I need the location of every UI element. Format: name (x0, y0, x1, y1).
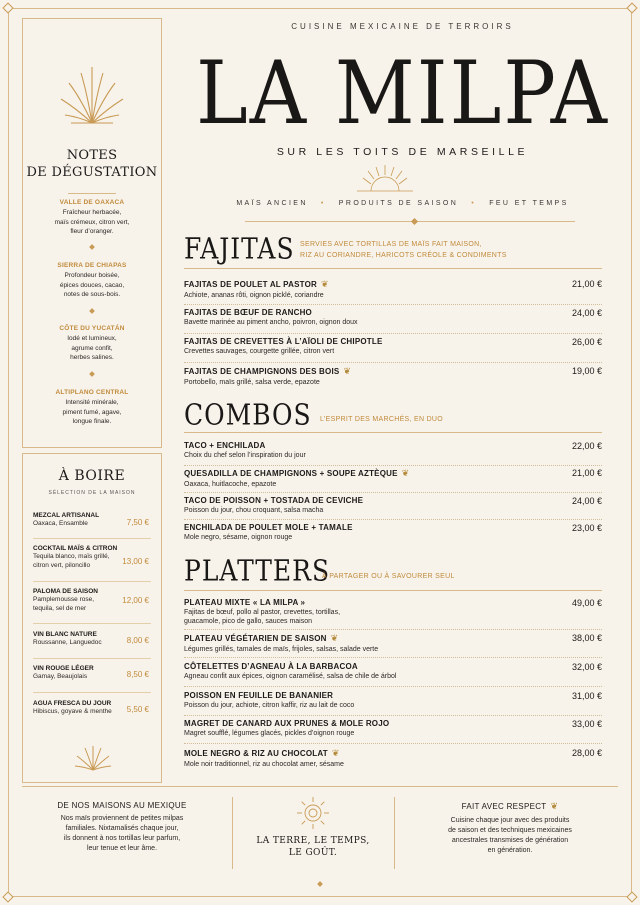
agave-icon (57, 63, 127, 127)
item-name: PLATEAU MIXTE « LA MILPA » (184, 598, 306, 607)
region-desc: Intensité minérale, piment fumé, agave, longue finale. (62, 399, 122, 425)
agave-icon (73, 742, 113, 772)
notes-title: NOTES DE DÉGUSTATION (26, 148, 158, 180)
menu-item (184, 662, 602, 681)
item-price: 24,00 € (571, 308, 602, 318)
item-price: 21,00 € (571, 468, 602, 478)
drink-item (33, 588, 151, 613)
item-price: 32,00 € (571, 662, 602, 672)
item-name: MAGRET DE CANARD AUX PRUNES & MOLE ROJO (184, 719, 390, 728)
drink-desc: Gamay, Beaujolais (33, 673, 88, 680)
region-desc: Iodé et lumineux, agrume confit, herbes salines. (67, 335, 117, 361)
leaf-icon: ❦ (401, 468, 410, 478)
footer-center (238, 795, 388, 859)
divider (184, 686, 602, 687)
region-name: CÔTE DU YUCATÁN (59, 325, 125, 332)
dot-separator: • (462, 200, 485, 207)
section-title: FAJITAS (184, 232, 295, 266)
drink-desc: Pamplemousse rose, tequila, sel de mer (33, 596, 95, 612)
leaf-icon: ❦ (320, 279, 329, 289)
drink-item (33, 631, 151, 647)
region-note (29, 199, 155, 237)
menu-item (184, 748, 602, 769)
dot-separator: • (312, 200, 335, 207)
divider (184, 465, 602, 466)
drink-item (33, 545, 151, 570)
drink-name: VIN BLANC NATURE (33, 631, 97, 638)
drink-price: 7,50 € (126, 518, 149, 527)
menu-item (184, 468, 602, 489)
divider (184, 657, 602, 658)
divider (184, 519, 602, 520)
drink-item (33, 512, 151, 528)
drink-price: 12,00 € (122, 596, 149, 605)
footer-title: DE NOS MAISONS AU MEXIQUE (57, 801, 187, 810)
divider (184, 432, 602, 433)
footer-motto: LA TERRE, LE TEMPS, LE GOÛT. (256, 836, 370, 858)
item-desc: Légumes grillés, tamales de maïs, frijoles, salsas, salade verte (184, 646, 379, 653)
drink-price: 5,50 € (126, 705, 149, 714)
menu-item (184, 308, 602, 327)
region-desc: Fraîcheur herbacée, maïs crémeux, citron vert, fleur d’oranger. (54, 209, 130, 235)
item-name: TACO + ENCHILADA (184, 441, 266, 450)
menu-item (184, 598, 602, 626)
divider (184, 362, 602, 363)
item-desc: Achiote, ananas rôti, oignon picklé, coriandre (184, 292, 324, 299)
divider (184, 268, 602, 269)
restaurant-title: LA MILPA (195, 43, 610, 145)
drink-price: 8,00 € (126, 636, 149, 645)
menu-item (184, 633, 602, 654)
item-name: MOLE NEGRO & RIZ AU CHOCOLAT ❦ (184, 748, 340, 758)
region-name: ALTIPLANO CENTRAL (55, 389, 129, 396)
divider (184, 743, 602, 744)
drink-desc: Tequila blanco, maïs grillé, citron vert, piloncillo (33, 553, 110, 569)
tag: MAÏS ANCIEN (236, 200, 308, 207)
divider (33, 538, 151, 539)
subtitle: SUR LES TOITS DE MARSEILLE (276, 146, 529, 158)
item-desc: Poisson du jour, chou croquant, salsa macha (184, 507, 324, 514)
tag: PRODUITS DE SAISON (338, 200, 459, 207)
footer-text: Cuisine chaque jour avec des produits de saison et des techniques mexicaines ancestrales transmises de génération en génération. (448, 817, 572, 854)
diamond-ornament (89, 308, 95, 314)
item-desc: Bavette marinée au piment ancho, poivron, oignon doux (184, 319, 358, 326)
item-name: CÔTELETTES D’AGNEAU À LA BARBACOA (184, 662, 358, 671)
divider (33, 658, 151, 659)
footer-right (402, 801, 618, 856)
item-desc: Crevettes sauvages, courgette grillée, citron vert (184, 348, 335, 355)
drink-name: VIN ROUGE LÉGER (33, 665, 94, 672)
item-price: 24,00 € (571, 496, 602, 506)
drinks-title: À BOIRE (58, 468, 126, 484)
item-name: FAJITAS DE BŒUF DE RANCHO (184, 308, 312, 317)
item-price: 28,00 € (571, 748, 602, 758)
section-note: À PARTAGER OU À SAVOURER SEUL (322, 573, 455, 580)
divider (184, 333, 602, 334)
item-desc: Mole noir traditionnel, riz au chocolat amer, sésame (184, 761, 344, 768)
sun-icon (295, 795, 331, 831)
drink-item (33, 665, 151, 681)
item-price: 21,00 € (571, 279, 602, 289)
item-desc: Mole negro, sésame, oignon rouge (184, 534, 293, 541)
menu-item (184, 337, 602, 356)
divider (232, 797, 233, 869)
item-desc: Oaxaca, huitlacoche, epazote (184, 481, 277, 488)
leaf-icon: ❦ (330, 633, 339, 643)
drink-name: AGUA FRESCA DU JOUR (33, 700, 112, 707)
item-name: FAJITAS DE CREVETTES À L’AÏOLI DE CHIPOTLE (184, 337, 383, 346)
drink-item (33, 700, 151, 716)
drink-name: PALOMA DE SAISON (33, 588, 99, 595)
item-name: ENCHILADA DE POULET MOLE + TAMALE (184, 523, 353, 532)
footer-left (22, 801, 222, 854)
item-price: 26,00 € (571, 337, 602, 347)
item-price: 31,00 € (571, 691, 602, 701)
divider (184, 715, 602, 716)
divider (184, 492, 602, 493)
leaf-icon: ❦ (343, 366, 352, 376)
drink-name: MEZCAL ARTISANAL (33, 512, 100, 519)
menu-item (184, 496, 602, 515)
diamond-ornament (89, 244, 95, 250)
drink-price: 8,50 € (126, 670, 149, 679)
sun-icon (355, 163, 415, 195)
tagline (165, 200, 640, 207)
item-price: 38,00 € (571, 633, 602, 643)
menu-item (184, 366, 602, 387)
item-price: 22,00 € (571, 441, 602, 451)
section-title: PLATTERS (184, 554, 331, 588)
divider (184, 629, 602, 630)
drink-price: 13,00 € (122, 557, 149, 566)
divider (184, 590, 602, 591)
region-name: SIERRA DE CHIAPAS (57, 262, 127, 269)
footer (22, 786, 618, 886)
region-note (29, 262, 155, 300)
drink-desc: Roussanne, Languedoc (33, 639, 102, 646)
leaf-icon: ❦ (550, 801, 559, 811)
menu-item (184, 691, 602, 710)
drink-name: COCKTAIL MAÏS & CITRON (33, 545, 118, 552)
drink-desc: Oaxaca, Ensamble (33, 520, 88, 527)
footer-text: Nos maïs proviennent de petites milpas familiales. Nixtamalisés chaque jour, ils donnent à nos tortillas leur parfum, leur tenue et leur âme. (60, 815, 184, 852)
item-name: PLATEAU VÉGÉTARIEN DE SAISON ❦ (184, 633, 339, 643)
divider (184, 304, 602, 305)
item-name: QUESADILLA DE CHAMPIGNONS + SOUPE AZTÈQUE ❦ (184, 468, 410, 478)
divider (33, 623, 151, 624)
footer-title: FAIT AVEC RESPECT ❦ (461, 801, 559, 811)
drinks-subtitle: SÉLECTION DE LA MAISON (48, 490, 136, 496)
leaf-icon: ❦ (331, 748, 340, 758)
section-note: SERVIES AVEC TORTILLAS DE MAÏS FAIT MAISON, RIZ AU CORIANDRE, HARICOTS CRÉOLE & CONDIMENTS (300, 241, 507, 259)
diamond-ornament (89, 371, 95, 377)
item-price: 33,00 € (571, 719, 602, 729)
item-desc: Choix du chef selon l’inspiration du jour (184, 452, 306, 459)
menu-item (184, 523, 602, 542)
item-desc: Magret soufflé, légumes glacés, pickles d’oignon rouge (184, 730, 355, 737)
menu-item (184, 279, 602, 300)
kicker: CUISINE MEXICAINE DE TERROIRS (291, 22, 514, 31)
item-price: 49,00 € (571, 598, 602, 608)
region-desc: Profondeur boisée, épices douces, cacao, notes de sous-bois. (59, 272, 125, 298)
menu-item (184, 719, 602, 738)
item-price: 23,00 € (571, 523, 602, 533)
item-name: POISSON EN FEUILLE DE BANANIER (184, 691, 334, 700)
region-name: VALLE DE OAXACA (59, 199, 125, 206)
section-title: COMBOS (184, 398, 312, 432)
item-desc: Fajitas de bœuf, pollo al pastor, crevettes, tortillas, guacamole, pico de gallo, sauces maison (184, 609, 341, 625)
region-note (29, 389, 155, 427)
drink-desc: Hibiscus, goyave & menthe (33, 708, 112, 715)
item-desc: Portobello, maïs grillé, salsa verde, epazote (184, 379, 320, 386)
item-name: FAJITAS DE POULET AL PASTOR ❦ (184, 279, 329, 289)
item-price: 19,00 € (571, 366, 602, 376)
drinks-panel (22, 453, 162, 783)
item-desc: Poisson du jour, achiote, citron kaffir, riz au lait de coco (184, 702, 355, 709)
divider (394, 797, 395, 869)
item-name: FAJITAS DE CHAMPIGNONS DES BOIS ❦ (184, 366, 352, 376)
tag: FEU ET TEMPS (489, 200, 569, 207)
diamond-ornament (317, 881, 323, 887)
divider (33, 692, 151, 693)
item-name: TACO DE POISSON + TOSTADA DE CEVICHE (184, 496, 364, 505)
menu-item (184, 441, 602, 460)
divider (33, 581, 151, 582)
divider (68, 193, 116, 194)
section-note: L’ESPRIT DES MARCHÉS, EN DUO (320, 416, 444, 423)
tasting-notes-panel (22, 18, 162, 448)
item-desc: Agneau confit aux épices, oignon caramélisé, salsa de chile de árbol (184, 673, 397, 680)
region-note (29, 325, 155, 363)
